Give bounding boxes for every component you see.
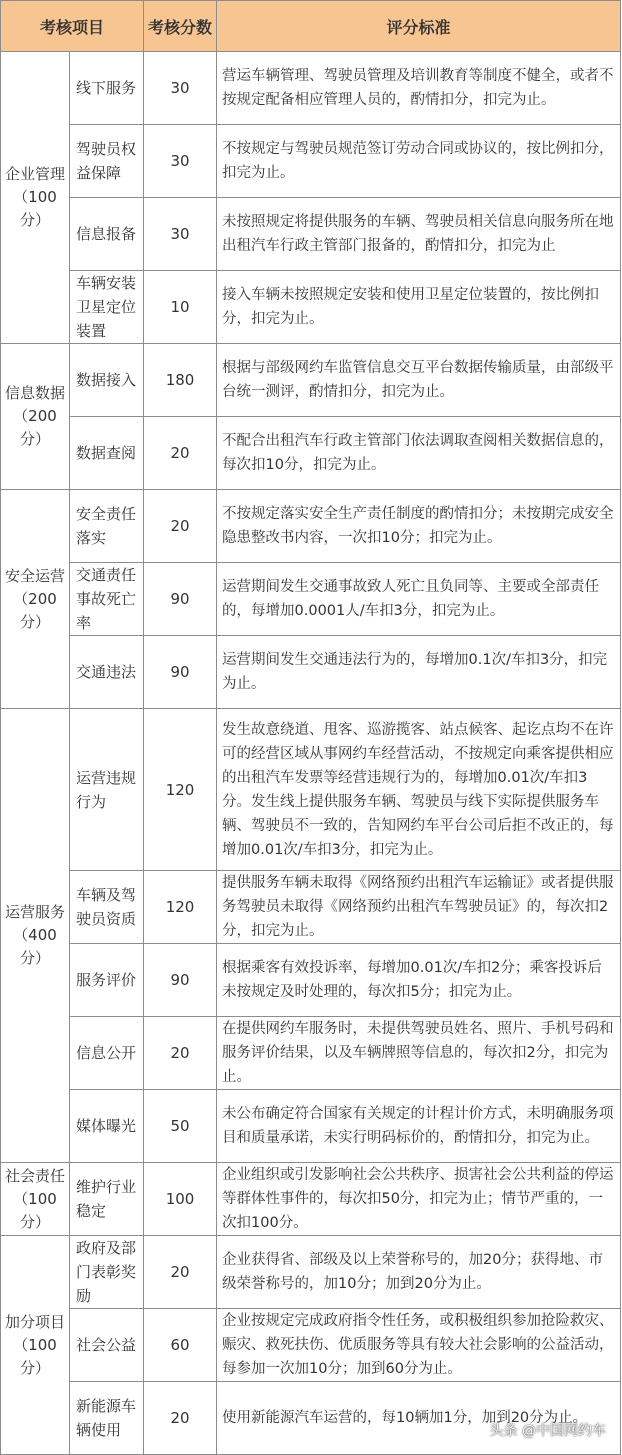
table-row (1, 709, 621, 871)
item-score: 90 (144, 944, 217, 1017)
item-name: 数据查阅 (70, 417, 144, 490)
table-row (1, 1163, 621, 1236)
item-name: 交通违法 (70, 636, 144, 709)
item-score: 50 (144, 1090, 217, 1163)
header-row (1, 1, 621, 52)
group-label-data: 信息数据（200分） (1, 344, 70, 490)
item-score: 60 (144, 1309, 217, 1382)
item-criteria: 营运车辆管理、驾驶员管理及培训教育等制度不健全，或者不按规定配备相应管理人员的，酌情扣分，扣完为止。 (217, 52, 621, 125)
table-row (1, 1382, 621, 1455)
item-name: 驾驶员权益保障 (70, 125, 144, 198)
table-row (1, 490, 621, 563)
table-row (1, 636, 621, 709)
table-row (1, 871, 621, 944)
item-name: 车辆及驾驶员资质 (70, 871, 144, 944)
item-name: 安全责任落实 (70, 490, 144, 563)
item-name: 政府及部门表彰奖励 (70, 1236, 144, 1309)
item-name: 媒体曝光 (70, 1090, 144, 1163)
item-name: 服务评价 (70, 944, 144, 1017)
item-score: 20 (144, 1382, 217, 1455)
item-criteria: 不配合出租汽车行政主管部门依法调取查阅相关数据信息的，每次扣10分，扣完为止。 (217, 417, 621, 490)
item-score: 30 (144, 125, 217, 198)
group-label-social: 社会责任（100分） (1, 1163, 70, 1236)
item-criteria: 提供服务车辆未取得《网络预约出租汽车运输证》或者提供服务驾驶员未取得《网络预约出租汽车驾驶员证》的，每次扣2分，扣完为止。 (217, 871, 621, 944)
table-row (1, 563, 621, 636)
group-label-enterprise: 企业管理（100分） (1, 52, 70, 344)
item-name: 线下服务 (70, 52, 144, 125)
item-score: 20 (144, 1017, 217, 1090)
item-name: 社会公益 (70, 1309, 144, 1382)
item-criteria: 不按规定与驾驶员规范签订劳动合同或协议的，按比例扣分，扣完为止。 (217, 125, 621, 198)
item-score: 90 (144, 563, 217, 636)
item-criteria: 运营期间发生交通违法行为的，每增加0.1次/车扣3分，扣完为止。 (217, 636, 621, 709)
table-row (1, 944, 621, 1017)
item-criteria: 根据乘客有效投诉率，每增加0.01次/车扣2分；乘客投诉后未按规定及时处理的，每次扣5分；扣完为止。 (217, 944, 621, 1017)
watermark: 头条 @中国网约车 (489, 1423, 606, 1439)
group-label-service: 运营服务（400分） (1, 709, 70, 1163)
item-score: 120 (144, 709, 217, 871)
item-criteria: 发生故意绕道、甩客、巡游揽客、站点候客、起讫点均不在许可的经营区域从事网约车经营活动，不按规定向乘客提供相应的出租汽车发票等经营违规行为的，每增加0.01次/车扣3分。发生线上提供服务车辆、驾驶员与线下实际提供服务车辆、驾驶员不一致的，告知网约车平台公司后拒不改正的，每增加0.01次/车扣3分，扣完为止。 (217, 709, 621, 871)
item-criteria: 在提供网约车服务时，未提供驾驶员姓名、照片、手机号码和服务评价结果，以及车辆牌照等信息的，每次扣2分，扣完为止。 (217, 1017, 621, 1090)
item-criteria: 接入车辆未按照规定安装和使用卫星定位装置的，按比例扣分，扣完为止。 (217, 271, 621, 344)
item-score: 20 (144, 417, 217, 490)
item-score: 30 (144, 52, 217, 125)
group-label-bonus: 加分项目（100分） (1, 1236, 70, 1455)
item-criteria: 根据与部级网约车监管信息交互平台数据传输质量，由部级平台统一测评，酌情扣分，扣完为止。 (217, 344, 621, 417)
item-name: 信息报备 (70, 198, 144, 271)
item-criteria: 企业按规定完成政府指令性任务，或积极组织参加抢险救灾、赈灾、救死扶伤、优质服务等具有较大社会影响的公益活动，每参加一次加10分；加到60分为止。 (217, 1309, 621, 1382)
item-score: 90 (144, 636, 217, 709)
item-name: 运营违规行为 (70, 709, 144, 871)
table-row (1, 271, 621, 344)
item-criteria: 使用新能源汽车运营的，每10辆加1分，加到20分为止。 (217, 1382, 621, 1455)
item-score: 20 (144, 1236, 217, 1309)
item-criteria: 不按规定落实安全生产责任制度的酌情扣分；未按期完成安全隐患整改书内容，一次扣10分；扣完为止。 (217, 490, 621, 563)
item-score: 180 (144, 344, 217, 417)
table-row (1, 417, 621, 490)
table-row (1, 1090, 621, 1163)
table-row (1, 125, 621, 198)
table-row (1, 198, 621, 271)
item-criteria: 未按照规定将提供服务的车辆、驾驶员相关信息向服务所在地出租汽车行政主管部门报备的，酌情扣分，扣完为止 (217, 198, 621, 271)
item-name: 数据接入 (70, 344, 144, 417)
item-name: 信息公开 (70, 1017, 144, 1090)
item-score: 100 (144, 1163, 217, 1236)
table-row (1, 1309, 621, 1382)
header-project: 考核项目 (1, 1, 144, 52)
table-row (1, 344, 621, 417)
item-criteria: 企业组织或引发影响社会公共秩序、损害社会公共利益的停运等群体性事件的，每次扣50分，扣完为止；情节严重的，一次扣100分。 (217, 1163, 621, 1236)
item-criteria: 企业获得省、部级及以上荣誉称号的，加20分；获得地、市级荣誉称号的，加10分；加到20分为止。 (217, 1236, 621, 1309)
item-score: 30 (144, 198, 217, 271)
item-score: 120 (144, 871, 217, 944)
group-label-safety: 安全运营（200分） (1, 490, 70, 709)
table-row (1, 1236, 621, 1309)
table-row (1, 52, 621, 125)
header-score: 考核分数 (144, 1, 217, 52)
header-criteria: 评分标准 (217, 1, 621, 52)
item-name: 车辆安装卫星定位装置 (70, 271, 144, 344)
item-name: 新能源车辆使用 (70, 1382, 144, 1455)
item-criteria: 运营期间发生交通事故致人死亡且负同等、主要或全部责任的，每增加0.0001人/车扣3分，扣完为止。 (217, 563, 621, 636)
item-criteria: 未公布确定符合国家有关规定的计程计价方式，未明确服务项目和质量承诺，未实行明码标价的，酌情扣分，扣完为止。 (217, 1090, 621, 1163)
item-name: 维护行业稳定 (70, 1163, 144, 1236)
table-row (1, 1017, 621, 1090)
item-name: 交通责任事故死亡率 (70, 563, 144, 636)
item-score: 10 (144, 271, 217, 344)
item-score: 20 (144, 490, 217, 563)
